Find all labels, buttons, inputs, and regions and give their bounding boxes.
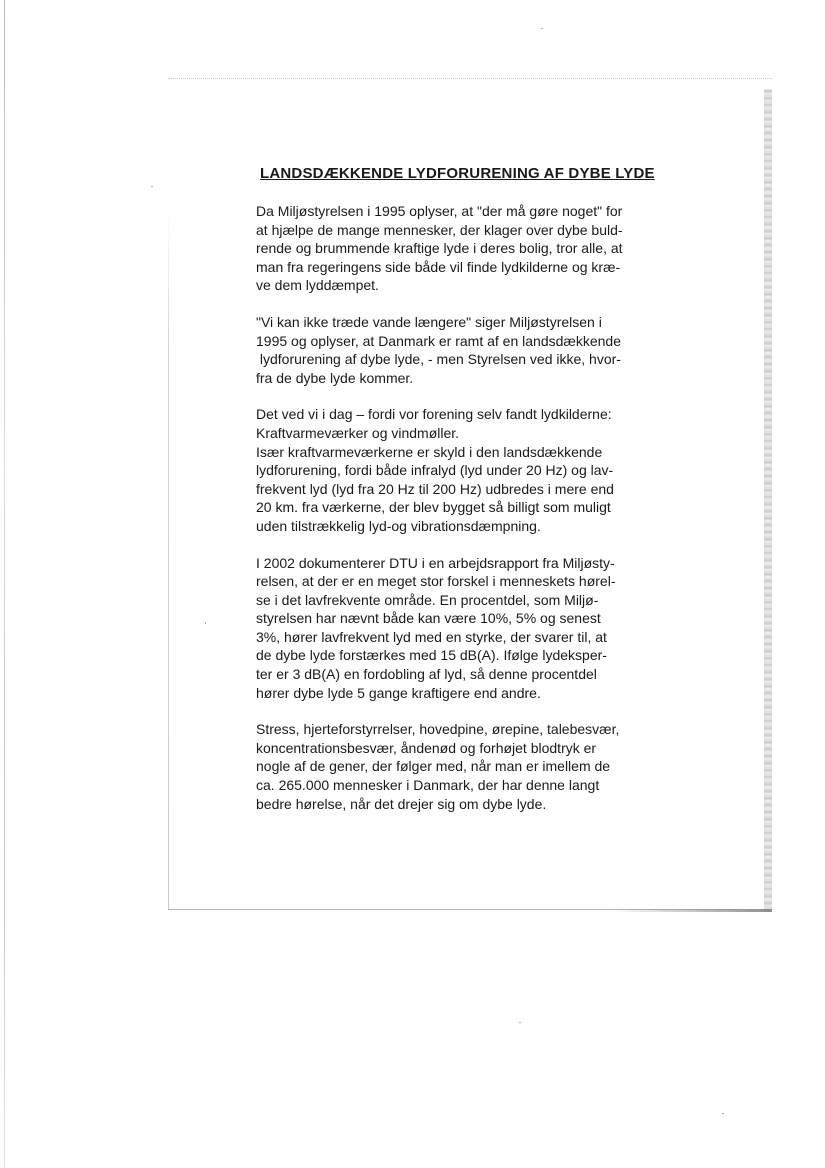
document-body: [256, 164, 701, 831]
text-line: styrelsen har nævnt både kan være 10%, 5% og senest: [256, 610, 601, 627]
sheet-left-edge: [168, 209, 169, 909]
text-line: at hjælpe de mange mennesker, der klager over dybe buld-: [256, 221, 623, 238]
sheet-bottom-shadow: [612, 909, 772, 912]
sheet-right-shadow: [764, 89, 772, 911]
text-line: se i det lavfrekvente område. En procentdel, som Miljø-: [256, 591, 599, 608]
text-line: ca. 265.000 mennesker i Danmark, der har denne langt: [256, 777, 600, 794]
text-line: nogle af de gener, der følger med, når man er imellem de: [256, 758, 611, 775]
text-line: koncentrationsbesvær, åndenød og forhøjet blodtryk er: [256, 739, 597, 756]
text-line: Især kraftvarmeværkerne er skyld i den landsdækkende: [256, 443, 603, 460]
text-line: lydforurening af dybe lyde, - men Styrelsen ved ikke, hvor-: [256, 351, 621, 368]
text-line: Kraftvarmeværker og vindmøller.: [256, 424, 460, 441]
text-line: lydforurening, fordi både infralyd (lyd under 20 Hz) og lav-: [256, 462, 614, 479]
paragraph-1: [256, 202, 701, 295]
text-line: relsen, at der er en meget stor forskel i menneskets hørel-: [256, 573, 616, 590]
paragraph-5: [256, 720, 701, 813]
text-line: 20 km. fra værkerne, der blev bygget så billigt som muligt: [256, 499, 611, 516]
scan-speck: [151, 186, 153, 187]
text-line: Det ved vi i dag – fordi vor forening selv fandt lydkilderne:: [256, 406, 612, 423]
text-line: I 2002 dokumenterer DTU i en arbejdsrapport fra Miljøsty-: [256, 554, 615, 571]
text-line: ter er 3 dB(A) en fordobling af lyd, så denne procentdel: [256, 666, 597, 683]
text-line: Da Miljøstyrelsen i 1995 oplyser, at "der må gøre noget" for: [256, 203, 623, 219]
text-line: de dybe lyde forstærkes med 15 dB(A). Ifølge lydeksper-: [256, 647, 607, 664]
scan-speck: [722, 1113, 724, 1114]
scan-speck: [519, 1022, 521, 1023]
text-line: bedre hørelse, når det drejer sig om dybe lyde.: [256, 795, 547, 812]
scan-speck: [205, 622, 206, 624]
text-line: rende og brummende kraftige lyde i deres bolig, tror alle, at: [256, 240, 623, 257]
text-line: "Vi kan ikke træde vande længere" siger Miljøstyrelsen i: [256, 313, 602, 330]
text-line: 3%, hører lavfrekvent lyd med en styrke, der svarer til, at: [256, 628, 607, 645]
text-line: fra de dybe lyde kommer.: [256, 369, 414, 386]
scan-speck: [541, 28, 543, 29]
text-line: frekvent lyd (lyd fra 20 Hz til 200 Hz) udbredes i mere end: [256, 480, 614, 497]
paragraph-4: [256, 554, 701, 703]
text-line: uden tilstrækkelig lyd-og vibrationsdæmpning.: [256, 517, 541, 534]
text-line: Stress, hjerteforstyrrelser, hovedpine, ørepine, talebesvær,: [256, 721, 620, 738]
text-line: 1995 og oplyser, at Danmark er ramt af en landsdækkende: [256, 332, 621, 349]
document-heading: LANDSDÆKKENDE LYDFORURENING AF DYBE LYDE: [260, 165, 655, 182]
scan-left-edge: [4, 0, 5, 1168]
paragraph-3: [256, 405, 701, 535]
text-line: ve dem lyddæmpet.: [256, 277, 379, 294]
paragraph-2: [256, 313, 701, 387]
text-line: hører dybe lyde 5 gange kraftigere end andre.: [256, 684, 541, 701]
text-line: man fra regeringens side både vil finde lydkilderne og kræ-: [256, 258, 621, 275]
